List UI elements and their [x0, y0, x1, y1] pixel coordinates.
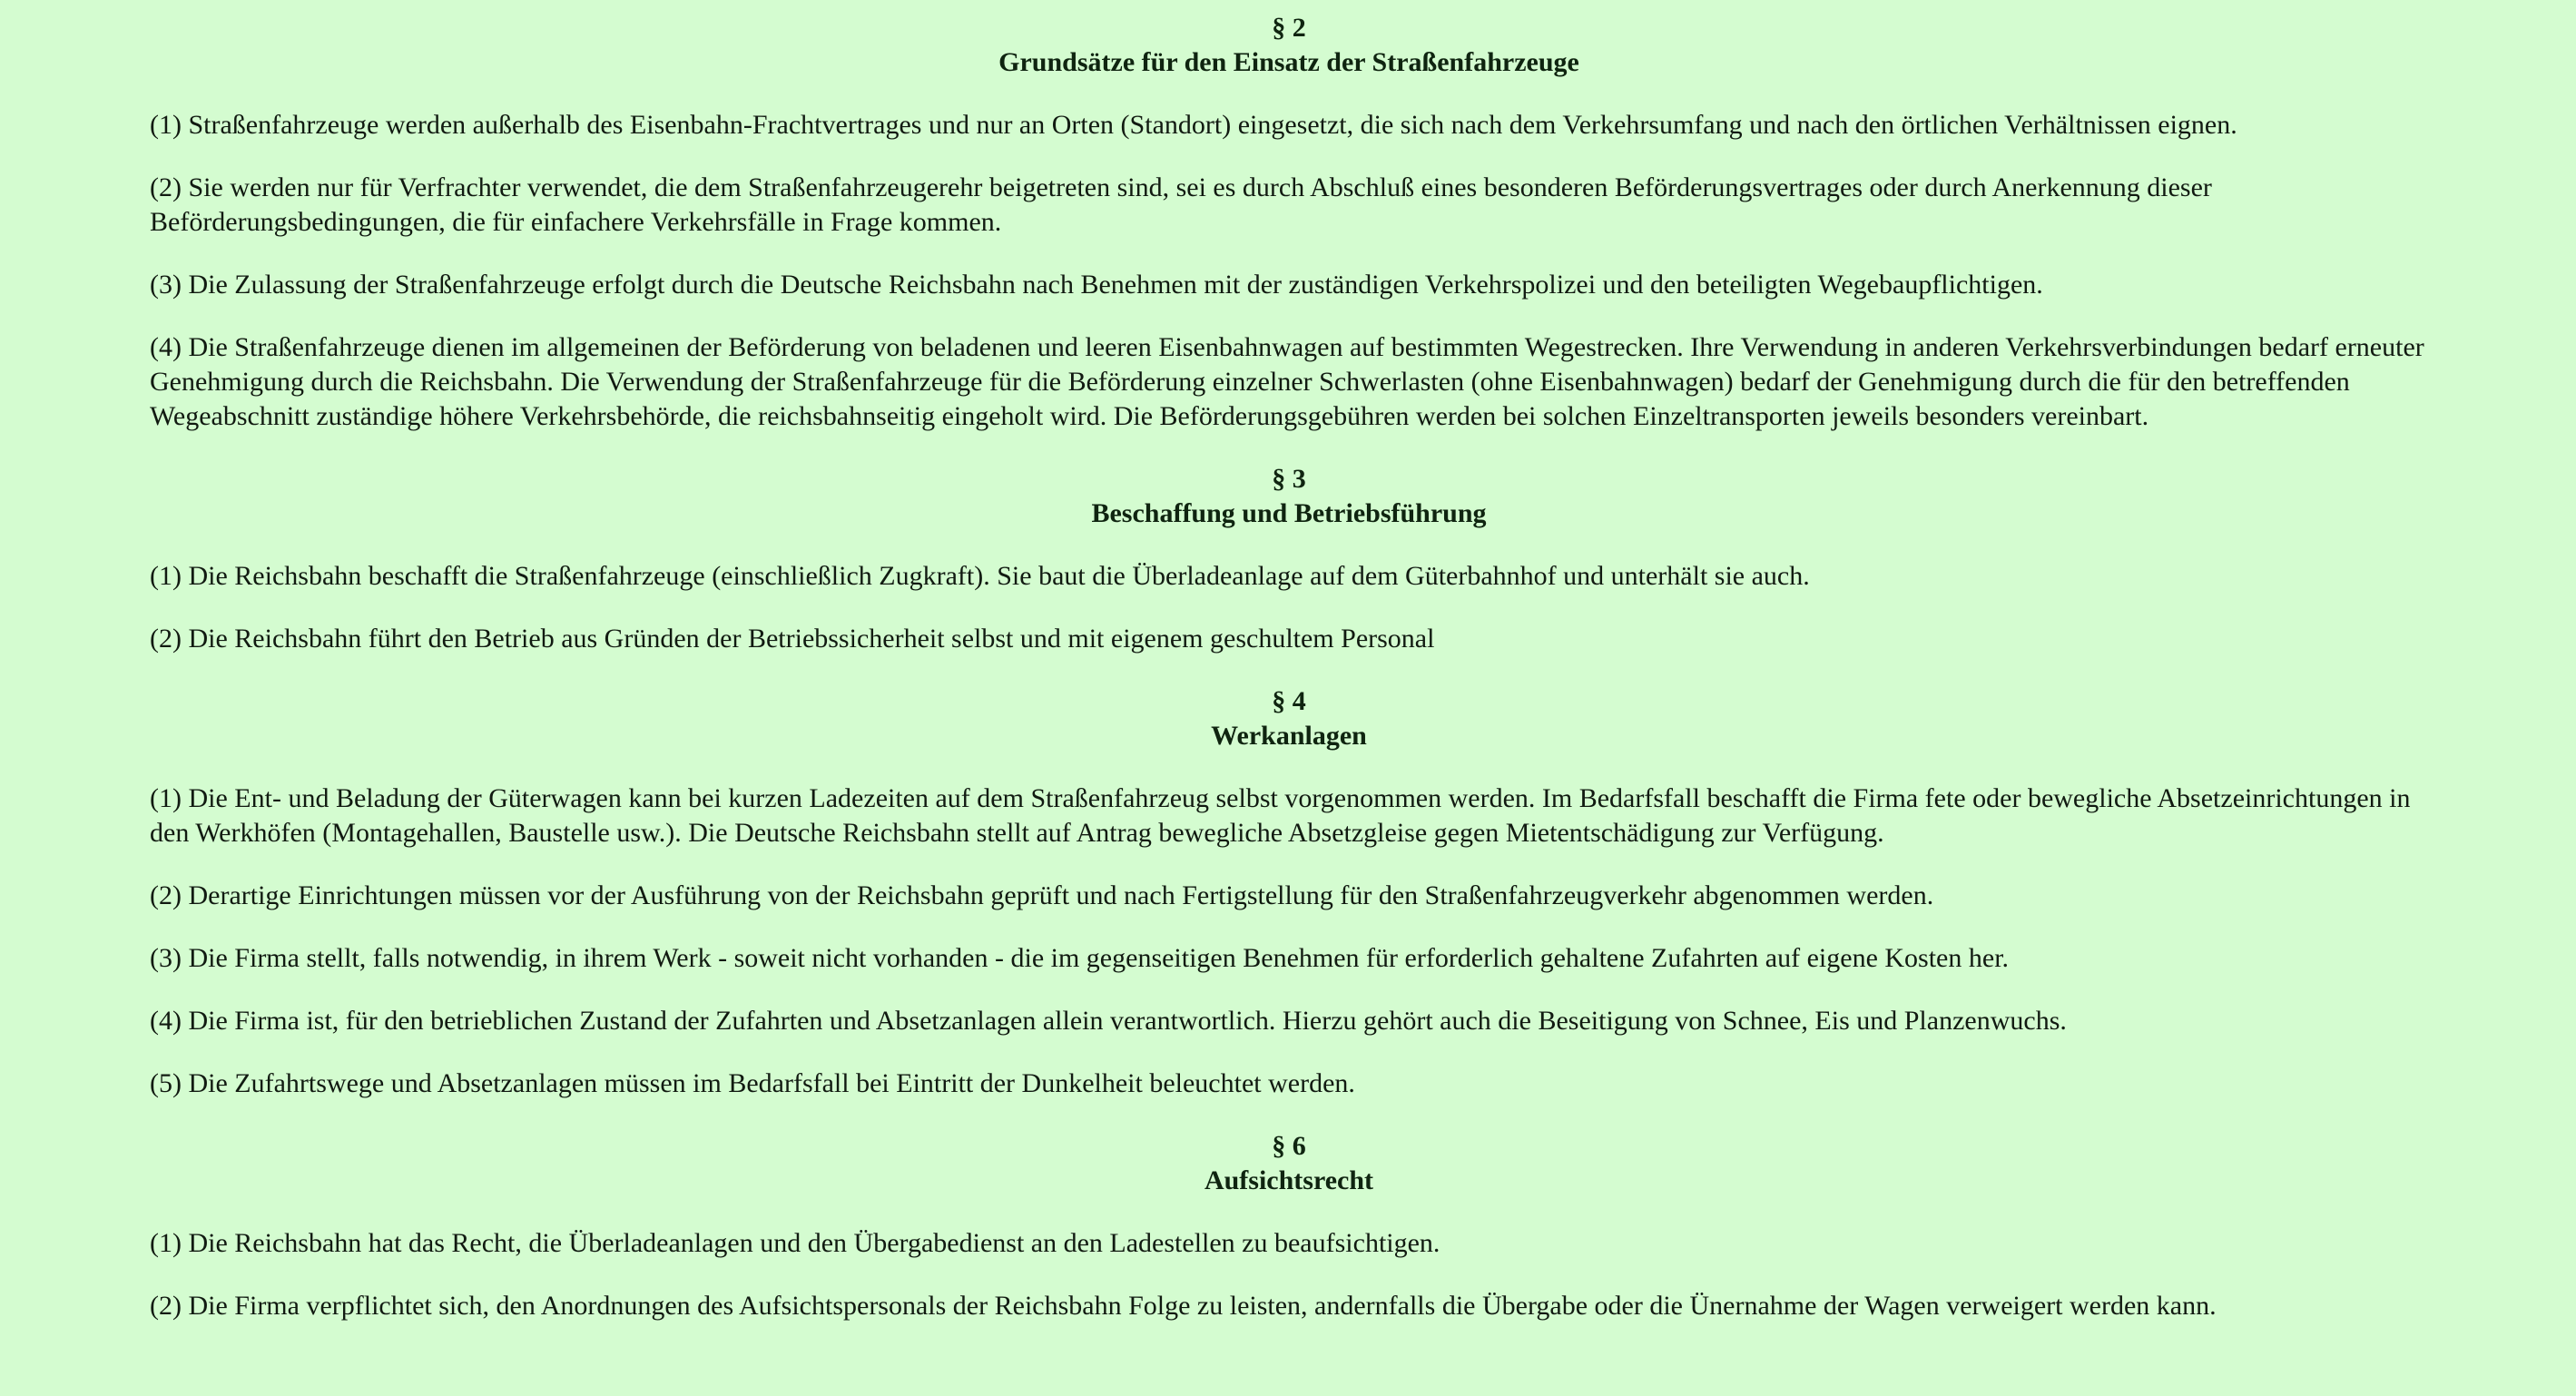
paragraph: (3) Die Firma stellt, falls notwendig, in ihrem Werk - soweit nicht vorhanden - die im gegenseitigen Benehmen für erforderlich gehaltene Zufahrten auf eigene Kosten her.: [150, 943, 2010, 973]
section-paragraphs: [150, 108, 2428, 434]
section-title: Beschaffung und Betriebsführung: [1091, 498, 1487, 528]
section-number: § 2: [1272, 13, 1306, 43]
paragraph: (1) Die Reichsbahn hat das Recht, die Überladeanlagen und den Übergabedienst an den Ladestellen zu beaufsichtigen.: [150, 1228, 1440, 1258]
section-number: § 4: [1272, 686, 1306, 716]
section-2: [150, 0, 2428, 434]
section-heading: [150, 684, 2428, 753]
document-body: [150, 0, 2428, 1352]
section-title: Grundsätze für den Einsatz der Straßenfahrzeuge: [998, 47, 1579, 77]
paragraph: (2) Die Firma verpflichtet sich, den Anordnungen des Aufsichtspersonals der Reichsbahn Folge zu leisten, andernfalls die Übergabe oder die Ünernahme der Wagen verweigert werden kann.: [150, 1291, 2217, 1321]
section-heading: [150, 1129, 2428, 1198]
section-number: § 6: [1272, 1131, 1306, 1161]
section-4: [150, 684, 2428, 1101]
paragraph: (2) Die Reichsbahn führt den Betrieb aus Gründen der Betriebssicherheit selbst und mit eigenem geschultem Personal: [150, 624, 1435, 654]
section-6: [150, 1129, 2428, 1323]
paragraph: (1) Die Reichsbahn beschafft die Straßenfahrzeuge (einschließlich Zugkraft). Sie baut die Überladeanlage auf dem Güterbahnhof und unterhält sie auch.: [150, 561, 1810, 591]
section-paragraphs: [150, 559, 2428, 656]
section-3: [150, 462, 2428, 656]
section-title: Werkanlagen: [1211, 721, 1367, 751]
section-heading: [150, 462, 2428, 531]
section-number: § 3: [1272, 464, 1306, 494]
paragraph: (4) Die Straßenfahrzeuge dienen im allgemeinen der Beförderung von beladenen und leeren Eisenbahnwagen auf bestimmten Wegestrecken. Ihre Verwendung in anderen Verkehrsverbindungen bedarf erneuter Genehmigung durch die Reichsbahn. Die Verwendung der Straßenfahrzeuge für die Beförderung einzelner Schwerlasten (ohne Eisenbahnwagen) bedarf der Genehmigung durch die für den betreffenden Wegeabschnitt zuständige höhere Verkehrsbehörde, die reichsbahnseitig eingeholt wird. Die Beförderungsgebühren werden bei solchen Einzeltransporten jeweils besonders vereinbart.: [150, 332, 2424, 431]
section-paragraphs: [150, 1226, 2428, 1323]
paragraph: (1) Die Ent- und Beladung der Güterwagen kann bei kurzen Ladezeiten auf dem Straßenfahrzeug selbst vorgenommen werden. Im Bedarfsfall beschafft die Firma fete oder bewegliche Absetzeinrichtungen in den Werkhöfen (Montagehallen, Baustelle usw.). Die Deutsche Reichsbahn stellt auf Antrag bewegliche Absetzgleise gegen Mietentschädigung zur Verfügung.: [150, 783, 2411, 848]
paragraph: (3) Die Zulassung der Straßenfahrzeuge erfolgt durch die Deutsche Reichsbahn nach Benehmen mit der zuständigen Verkehrspolizei und den beteiligten Wegebaupflichtigen.: [150, 270, 2043, 300]
paragraph: (2) Derartige Einrichtungen müssen vor der Ausführung von der Reichsbahn geprüft und nach Fertigstellung für den Straßenfahrzeugverkehr abgenommen werden.: [150, 880, 1934, 910]
section-title: Aufsichtsrecht: [1204, 1165, 1374, 1195]
section-paragraphs: [150, 782, 2428, 1101]
section-heading: [150, 11, 2428, 80]
paragraph: (2) Sie werden nur für Verfrachter verwendet, die dem Straßenfahrzeugerehr beigetreten sind, sei es durch Abschluß eines besonderen Beförderungsvertrages oder durch Anerkennung dieser Beförderungsbedingungen, die für einfachere Verkehrsfälle in Frage kommen.: [150, 172, 2212, 237]
paragraph: (1) Straßenfahrzeuge werden außerhalb des Eisenbahn-Frachtvertrages und nur an Orten (Standort) eingesetzt, die sich nach dem Verkehrsumfang und nach den örtlichen Verhältnissen eignen.: [150, 110, 2237, 140]
paragraph: (5) Die Zufahrtswege und Absetzanlagen müssen im Bedarfsfall bei Eintritt der Dunkelheit beleuchtet werden.: [150, 1068, 1355, 1098]
paragraph: (4) Die Firma ist, für den betrieblichen Zustand der Zufahrten und Absetzanlagen allein verantwortlich. Hierzu gehört auch die Beseitigung von Schnee, Eis und Planzenwuchs.: [150, 1006, 2067, 1036]
